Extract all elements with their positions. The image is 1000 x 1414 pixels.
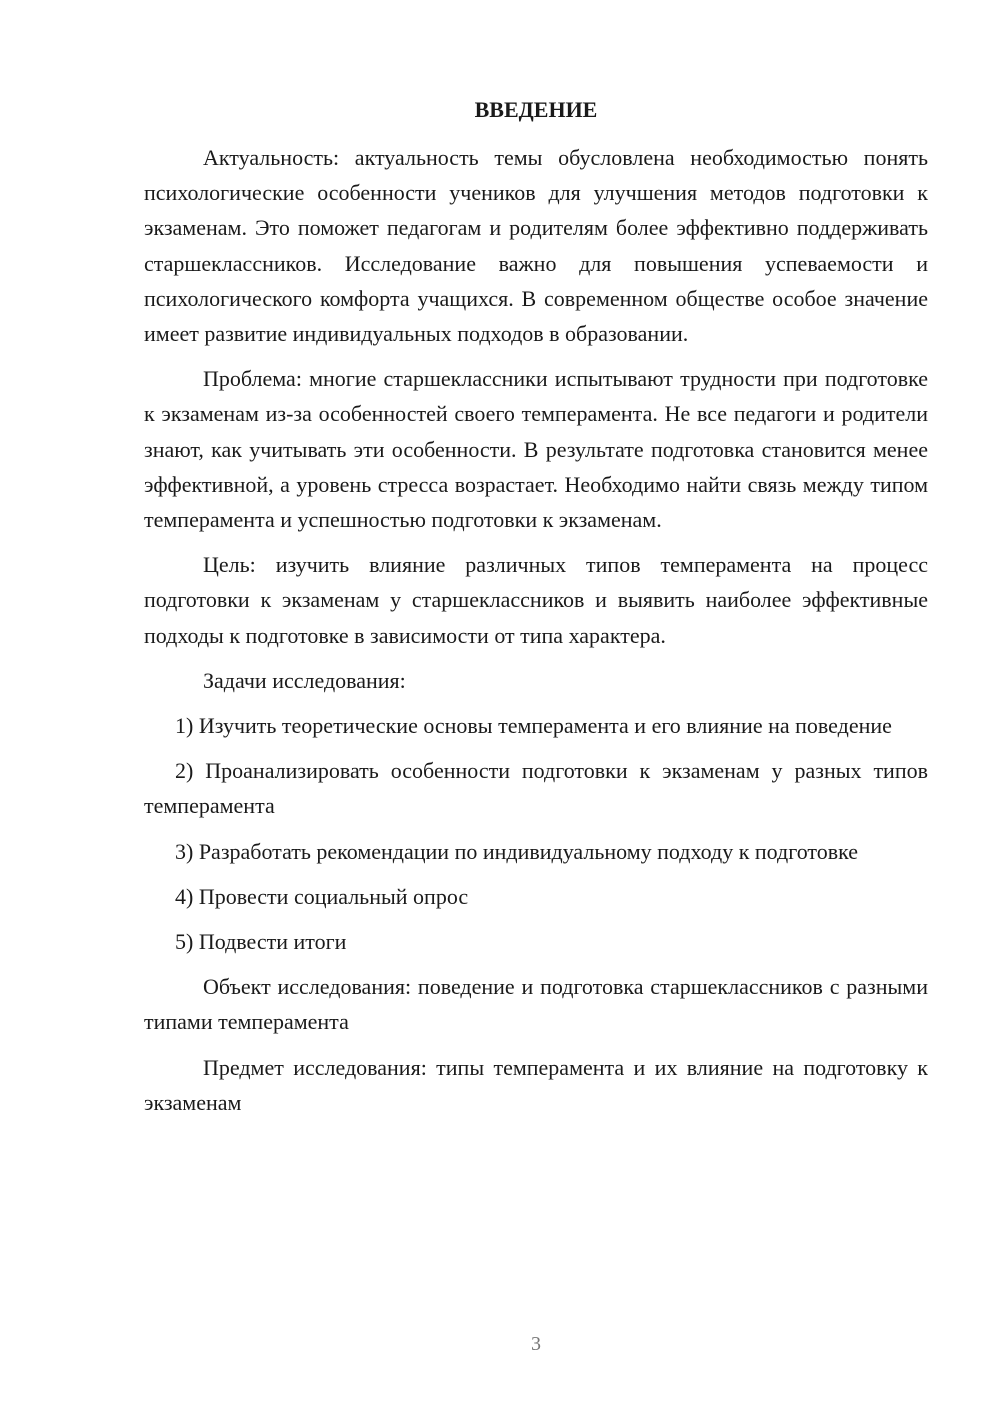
- page-number: 3: [531, 1333, 541, 1355]
- relevance-paragraph: Актуальность: актуальность темы обусловлена необходимостью понять психологические особенности учеников для улучшения методов подготовки к экзаменам. Это поможет педагогам и родителям более эффективно поддерживать старшеклассников. Исследование важно для повышения успеваемости и психологического комфорта учащихся. В современном обществе особое значение имеет развитие индивидуальных подходов в образовании.: [144, 145, 928, 347]
- task-item-1: 1) Изучить теоретические основы темперамента и его влияние на поведение: [175, 713, 892, 739]
- problem-paragraph: Проблема: многие старшеклассники испытывают трудности при подготовке к экзаменам из-за особенностей своего темперамента. Не все педагоги и родители знают, как учитывать эти особенности. В результате подготовка становится менее эффективной, а уровень стресса возрастает. Необходимо найти связь между типом темперамента и успешностью подготовки к экзаменам.: [144, 366, 928, 533]
- task-item-3: 3) Разработать рекомендации по индивидуальному подходу к подготовке: [175, 838, 859, 864]
- task-item-4: 4) Провести социальный опрос: [175, 883, 469, 909]
- task-item-5: 5) Подвести итоги: [175, 929, 347, 955]
- object-paragraph: Объект исследования: поведение и подготовка старшеклассников с разными типами темперамента: [144, 974, 928, 1035]
- task-item-2: 2) Проанализировать особенности подготовки к экзаменам у разных типов темперамента: [144, 758, 928, 819]
- document-page: [144, 92, 928, 1130]
- goal-paragraph: Цель: изучить влияние различных типов темперамента на процесс подготовки к экзаменам у старшеклассников и выявить наиболее эффективные подходы к подготовке в зависимости от типа характера.: [144, 552, 928, 648]
- page-title: ВВЕДЕНИЕ: [474, 97, 598, 122]
- tasks-heading: Задачи исследования:: [203, 667, 406, 693]
- subject-paragraph: Предмет исследования: типы темперамента и их влияние на подготовку к экзаменам: [144, 1054, 928, 1115]
